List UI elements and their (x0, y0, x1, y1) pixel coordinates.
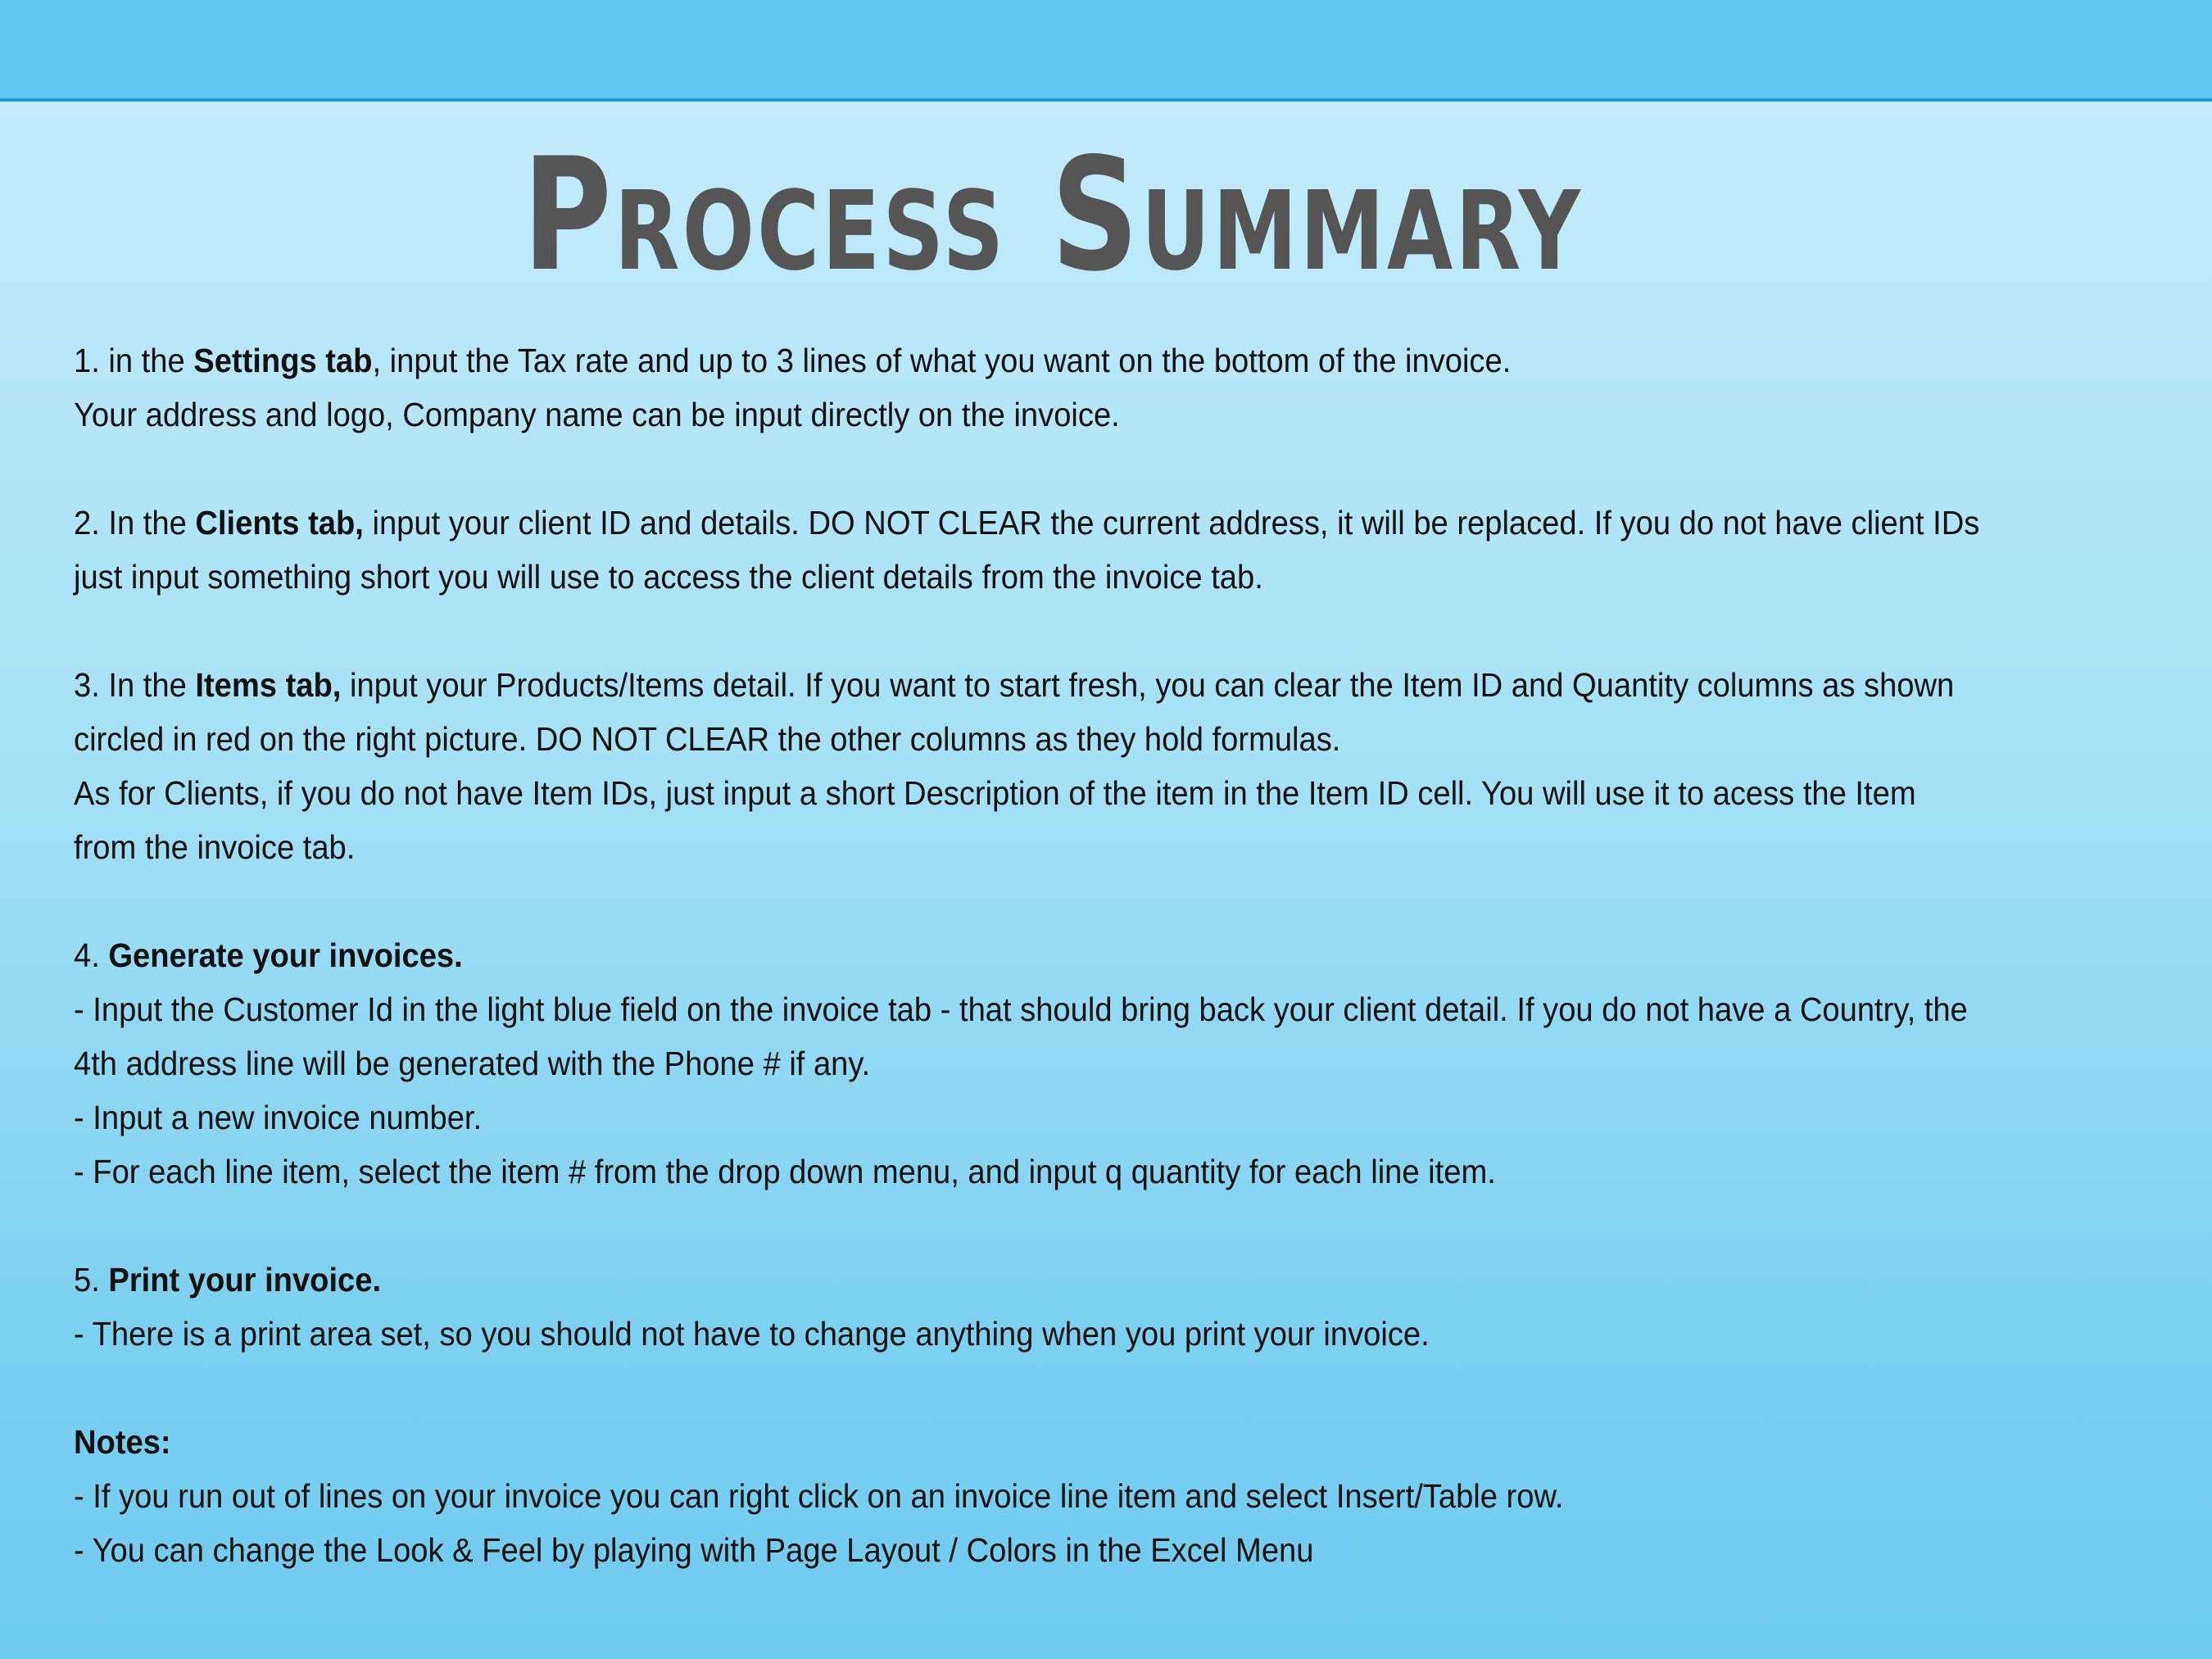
step-5-keyword: Print your invoice. (108, 1261, 382, 1299)
step-3-prefix: 3. In the (74, 666, 196, 704)
step-3-line-3: As for Clients, if you do not have Item IDs, just input a short Description of the item in the Item ID cell. You will use it to acess the Item (74, 774, 1916, 812)
step-1-keyword: Settings tab (193, 342, 373, 379)
step-4-keyword: Generate your invoices. (108, 936, 463, 974)
step-5-line-1: - There is a print area set, so you should not have to change anything when you print your invoice. (74, 1315, 1430, 1353)
step-4-line-1: - Input the Customer Id in the light blue field on the invoice tab - that should bring back your client detail. If you do not have a Country, the (74, 990, 1968, 1028)
step-2-prefix: 2. In the (74, 504, 196, 542)
notes-heading (74, 1415, 2024, 1469)
step-4-line-2: 4th address line will be generated with the Phone # if any. (74, 1045, 871, 1082)
step-4-line-3: - Input a new invoice number. (74, 1099, 483, 1136)
step-2-line-1 (74, 496, 2024, 550)
step-4-prefix: 4. (74, 936, 109, 974)
step-4-line-4: - For each line item, select the item # from the drop down menu, and input q quantity for each line item. (74, 1153, 1496, 1190)
page-title: Process Summary (523, 125, 1583, 306)
step-1-line-2: Your address and logo, Company name can be input directly on the invoice. (74, 396, 1120, 433)
step-2-text: input your client ID and details. DO NOT CLEAR the current address, it will be replaced. If you do not have client IDs (363, 504, 1980, 542)
step-3-line-4: from the invoice tab. (74, 828, 356, 866)
step-3-text: input your Products/Items detail. If you want to start fresh, you can clear the Item ID and Quantity columns as shown (341, 666, 1955, 704)
step-3-keyword: Items tab, (195, 666, 342, 704)
spacer (74, 874, 2171, 928)
step-4-heading (74, 928, 2024, 982)
spacer (74, 442, 2171, 496)
spacer (74, 1199, 2171, 1253)
step-1-line-1 (74, 333, 2024, 388)
step-2-line-2: just input something short you will use to access the client details from the invoice tab. (74, 558, 1263, 596)
step-3-line-2: circled in red on the right picture. DO NOT CLEAR the other columns as they hold formulas. (74, 720, 1341, 758)
notes-line-2: - You can change the Look & Feel by playing with Page Layout / Colors in the Excel Menu (74, 1531, 1314, 1569)
step-5-heading (74, 1253, 2024, 1307)
step-5-prefix: 5. (74, 1261, 109, 1299)
top-banner (0, 0, 2212, 102)
spacer (74, 1361, 2171, 1415)
notes-line-1: - If you run out of lines on your invoice you can right click on an invoice line item and select Insert/Table row. (74, 1477, 1564, 1515)
step-3-line-1 (74, 658, 2024, 712)
step-1-prefix: 1. in the (74, 342, 194, 379)
spacer (74, 604, 2171, 658)
step-2-keyword: Clients tab, (195, 504, 364, 542)
notes-keyword: Notes: (74, 1423, 171, 1461)
instructions-body (74, 333, 2171, 1577)
step-1-text: , input the Tax rate and up to 3 lines of what you want on the bottom of the invoice. (372, 342, 1512, 379)
